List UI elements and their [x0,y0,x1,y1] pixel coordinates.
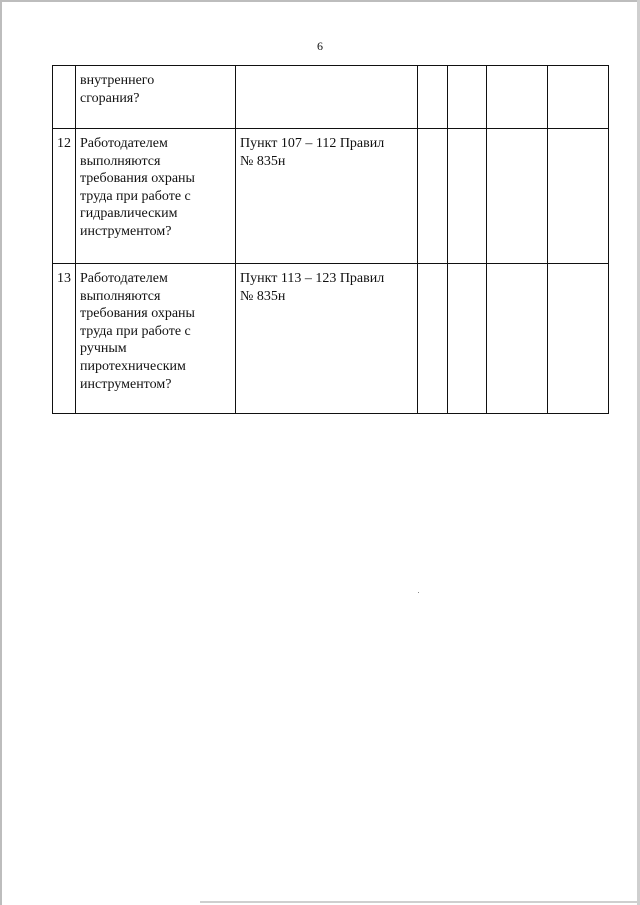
scan-edge-left [0,0,2,905]
row-number-cell [53,264,76,414]
requirement-cell [236,264,418,414]
page-number: 6 [317,39,323,53]
notes-cell [548,129,609,264]
scan-edge-top [0,0,640,2]
table-row [53,129,609,264]
answer-yes-cell [418,66,448,129]
question-cell [76,264,236,414]
answer-not-applicable-cell [487,129,548,264]
answer-no-cell [448,66,487,129]
requirement-cell [236,66,418,129]
row-number: 12 [57,136,71,151]
question-text: Работодателем выполняются требования охраны труда при работе с ручным пиротехническим инструментом? [80,271,195,392]
notes-cell [548,66,609,129]
question-cell [76,66,236,129]
requirement-cell [236,129,418,264]
notes-cell [548,264,609,414]
question-text: Работодателем выполняются требования охраны труда при работе с гидравлическим инструментом? [80,136,195,239]
answer-yes-cell [418,129,448,264]
row-number: 13 [57,271,71,286]
requirement-text: Пункт 107 – 112 Правил № 835н [240,136,385,169]
answer-no-cell [448,129,487,264]
scan-speck [418,592,419,593]
scan-edge-bottom [200,901,640,903]
answer-no-cell [448,264,487,414]
answer-not-applicable-cell [487,264,548,414]
question-text: внутреннего сгорания? [80,73,155,106]
answer-not-applicable-cell [487,66,548,129]
checklist-table [52,65,609,414]
table-row [53,66,609,129]
question-cell [76,129,236,264]
row-number-cell [53,129,76,264]
table-row [53,264,609,414]
answer-yes-cell [418,264,448,414]
row-number-cell [53,66,76,129]
requirement-text: Пункт 113 – 123 Правил № 835н [240,271,385,304]
